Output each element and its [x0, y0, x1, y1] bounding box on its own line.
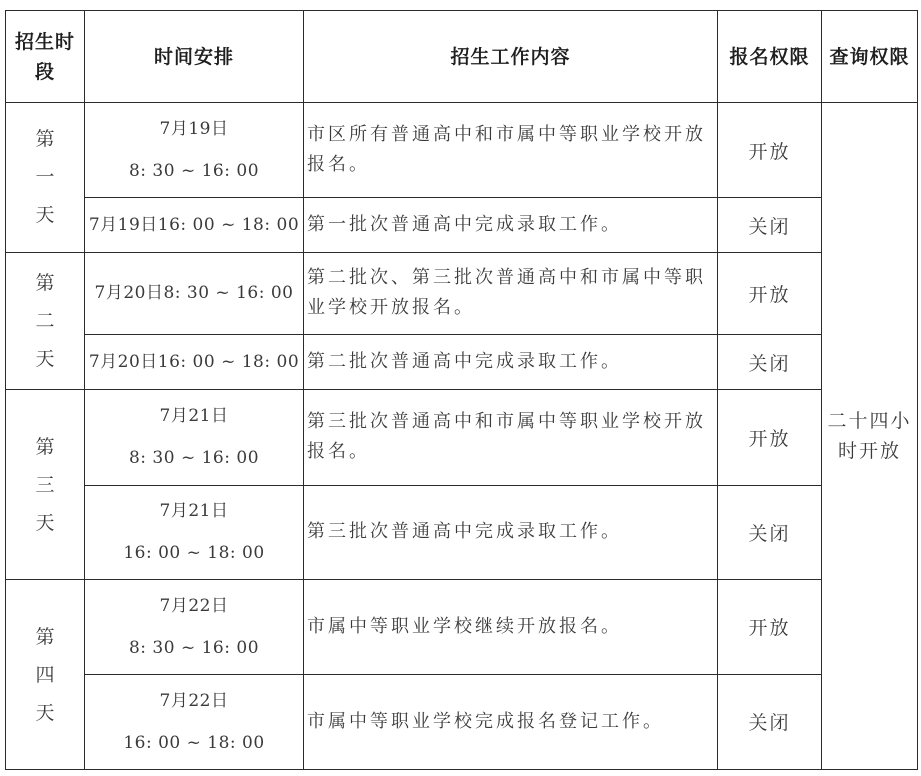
signup-permission-cell: 关闭 [718, 674, 822, 769]
day-label: 第 三 天 [6, 390, 85, 580]
signup-permission-cell: 开放 [718, 252, 822, 334]
table-row [6, 103, 918, 198]
header-query-permission: 查询权限 [822, 11, 918, 103]
day-label: 第 一 天 [6, 103, 85, 253]
content-cell: 第二批次普通高中完成录取工作。 [304, 335, 718, 390]
signup-permission-cell: 关闭 [718, 335, 822, 390]
signup-permission-cell: 关闭 [718, 485, 822, 579]
time-text: 7月19日16: 00 ~ 18: 00 [88, 215, 300, 236]
signup-permission-cell: 开放 [718, 390, 822, 485]
schedule-body [6, 103, 918, 770]
header-signup-permission: 报名权限 [718, 11, 822, 103]
time-text: 8: 30 ~ 16: 00 [128, 637, 260, 658]
header-period: 招生时段 [6, 11, 85, 103]
header-content: 招生工作内容 [304, 11, 718, 103]
content-cell: 第三批次普通高中完成录取工作。 [304, 485, 718, 579]
signup-permission-cell: 开放 [718, 103, 822, 198]
table-row [6, 674, 918, 769]
time-text: 7月21日 [159, 501, 229, 522]
content-cell: 第三批次普通高中和市属中等职业学校开放报名。 [304, 390, 718, 485]
time-text: 7月21日 [159, 406, 229, 427]
table-row [6, 198, 918, 252]
time-cell [85, 252, 304, 334]
time-text: 7月22日 [159, 595, 229, 616]
time-text: 7月20日16: 00 ~ 18: 00 [88, 352, 300, 373]
content-cell: 市属中等职业学校完成报名登记工作。 [304, 674, 718, 769]
content-cell: 市区所有普通高中和市属中等职业学校开放报名。 [304, 103, 718, 198]
time-text: 8: 30 ~ 16: 00 [128, 448, 260, 469]
content-cell: 第一批次普通高中完成录取工作。 [304, 198, 718, 252]
time-text: 7月19日 [159, 119, 229, 140]
table-row [6, 485, 918, 579]
time-cell [85, 103, 304, 198]
time-text: 7月20日8: 30 ~ 16: 00 [94, 283, 294, 304]
day-label: 第 四 天 [6, 580, 85, 770]
query-permission-cell: 二十四小时开放 [822, 103, 918, 770]
header-schedule: 时间安排 [85, 11, 304, 103]
time-text: 8: 30 ~ 16: 00 [128, 161, 260, 182]
signup-permission-cell: 开放 [718, 580, 822, 674]
time-cell [85, 580, 304, 674]
table-row [6, 335, 918, 390]
enrollment-schedule-table [5, 10, 918, 770]
time-cell [85, 674, 304, 769]
time-cell [85, 485, 304, 579]
time-cell [85, 198, 304, 252]
day-label: 第 二 天 [6, 252, 85, 390]
content-cell: 市属中等职业学校继续开放报名。 [304, 580, 718, 674]
time-text: 16: 00 ~ 18: 00 [123, 732, 265, 753]
header-row [6, 11, 918, 103]
table-row [6, 580, 918, 674]
content-cell: 第二批次、第三批次普通高中和市属中等职业学校开放报名。 [304, 252, 718, 334]
table-row [6, 390, 918, 485]
time-cell [85, 390, 304, 485]
time-cell [85, 335, 304, 390]
signup-permission-cell: 关闭 [718, 198, 822, 252]
time-text: 16: 00 ~ 18: 00 [123, 543, 265, 564]
table-row [6, 252, 918, 334]
time-text: 7月22日 [159, 690, 229, 711]
